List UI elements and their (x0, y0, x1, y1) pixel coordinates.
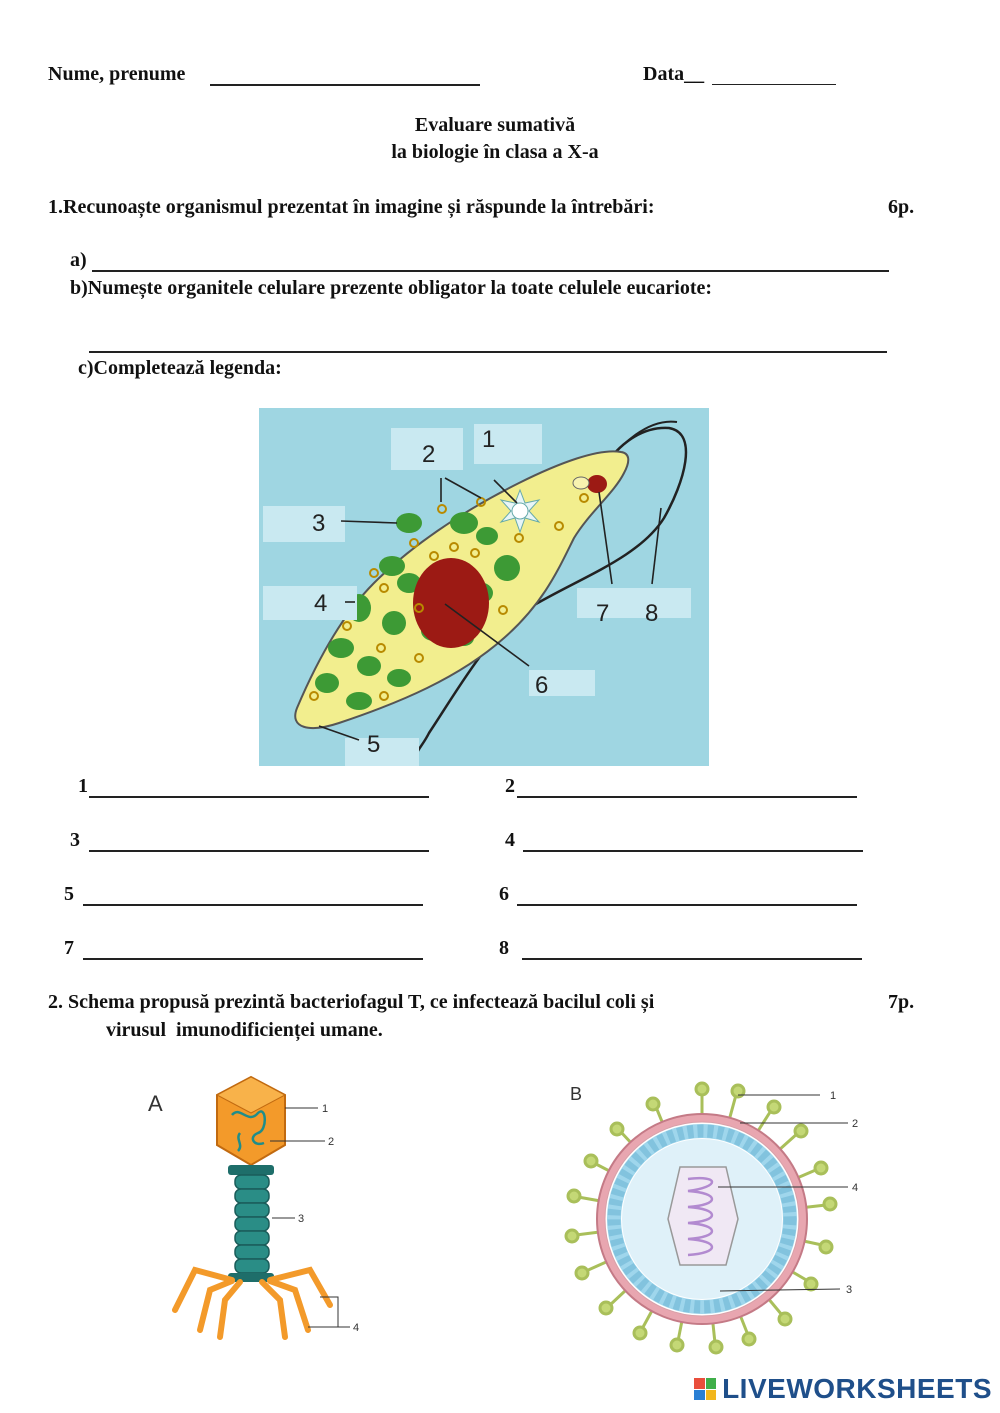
figA-title: A (148, 1091, 163, 1116)
euglena-figure (259, 408, 709, 766)
answer-label-4: 4 (505, 829, 515, 851)
bacteriophage-figure (140, 1075, 400, 1365)
euglena-label-2: 2 (422, 441, 436, 468)
answer-label-1: 1 (78, 775, 88, 797)
q2-text-line-1: 2. Schema propusă prezintă bacteriofagul T, ce infectează bacilul coli și (48, 991, 655, 1013)
answer-label-2: 2 (505, 775, 515, 797)
euglena-label-3: 3 (312, 510, 326, 537)
figB-label-2: 2 (852, 1118, 859, 1130)
euglena-label-6: 6 (535, 672, 549, 699)
brand-grid-icon (694, 1378, 716, 1400)
figB-label-4: 4 (852, 1182, 859, 1194)
answer-line-4[interactable] (523, 850, 863, 852)
title-line-2: la biologie în clasa a X-a (391, 141, 599, 163)
answer-line-2[interactable] (517, 796, 857, 798)
q1-b-label: b)Numește organitele celulare prezente obligator la toate celulele eucariote: (70, 277, 713, 299)
figB-title: B (570, 1084, 583, 1104)
brand-text: LIVEWORKSHEETS (722, 1373, 992, 1404)
figB-label-1: 1 (830, 1090, 837, 1102)
answer-label-6: 6 (499, 883, 509, 905)
figA-label-1: 1 (322, 1103, 329, 1115)
date-label: Data__ (643, 63, 705, 85)
figA-label-2: 2 (328, 1136, 335, 1148)
answer-label-7: 7 (64, 937, 74, 959)
answer-label-3: 3 (70, 829, 80, 851)
euglena-label-1: 1 (482, 426, 496, 453)
answer-line-5[interactable] (83, 904, 423, 906)
q1-a-label: a) (70, 249, 87, 271)
answer-line-1[interactable] (89, 796, 429, 798)
euglena-label-8: 8 (645, 600, 659, 627)
euglena-label-4: 4 (314, 590, 328, 617)
title-line-1: Evaluare sumativă (414, 114, 576, 136)
answer-line-3[interactable] (89, 850, 429, 852)
figA-label-3: 3 (298, 1213, 305, 1225)
q2-text-line-2: virusul imunodificienței umane. (106, 1019, 383, 1041)
euglena-label-7: 7 (596, 600, 610, 627)
figB-label-3: 3 (846, 1284, 853, 1296)
euglena-label-5: 5 (367, 731, 381, 758)
q1-points: 6p. (888, 196, 915, 218)
answer-line-6[interactable] (517, 904, 857, 906)
liveworksheets-logo[interactable] (694, 1373, 992, 1405)
q1-b-answer-line[interactable] (89, 351, 887, 353)
name-answer-line[interactable] (210, 84, 480, 86)
name-label: Nume, prenume (48, 63, 186, 85)
answer-line-8[interactable] (522, 958, 862, 960)
hiv-figure (560, 1075, 870, 1365)
answer-label-5: 5 (64, 883, 74, 905)
figA-label-4: 4 (353, 1322, 360, 1334)
q1-a-answer-line[interactable] (92, 270, 889, 272)
answer-line-7[interactable] (83, 958, 423, 960)
q2-points: 7p. (888, 991, 915, 1013)
q1-c-label: c)Completează legenda: (78, 357, 282, 379)
q1-text: 1.Recunoaște organismul prezentat în imagine și răspunde la întrebări: (48, 196, 655, 218)
answer-label-8: 8 (499, 937, 509, 959)
date-answer-line[interactable] (712, 84, 836, 85)
